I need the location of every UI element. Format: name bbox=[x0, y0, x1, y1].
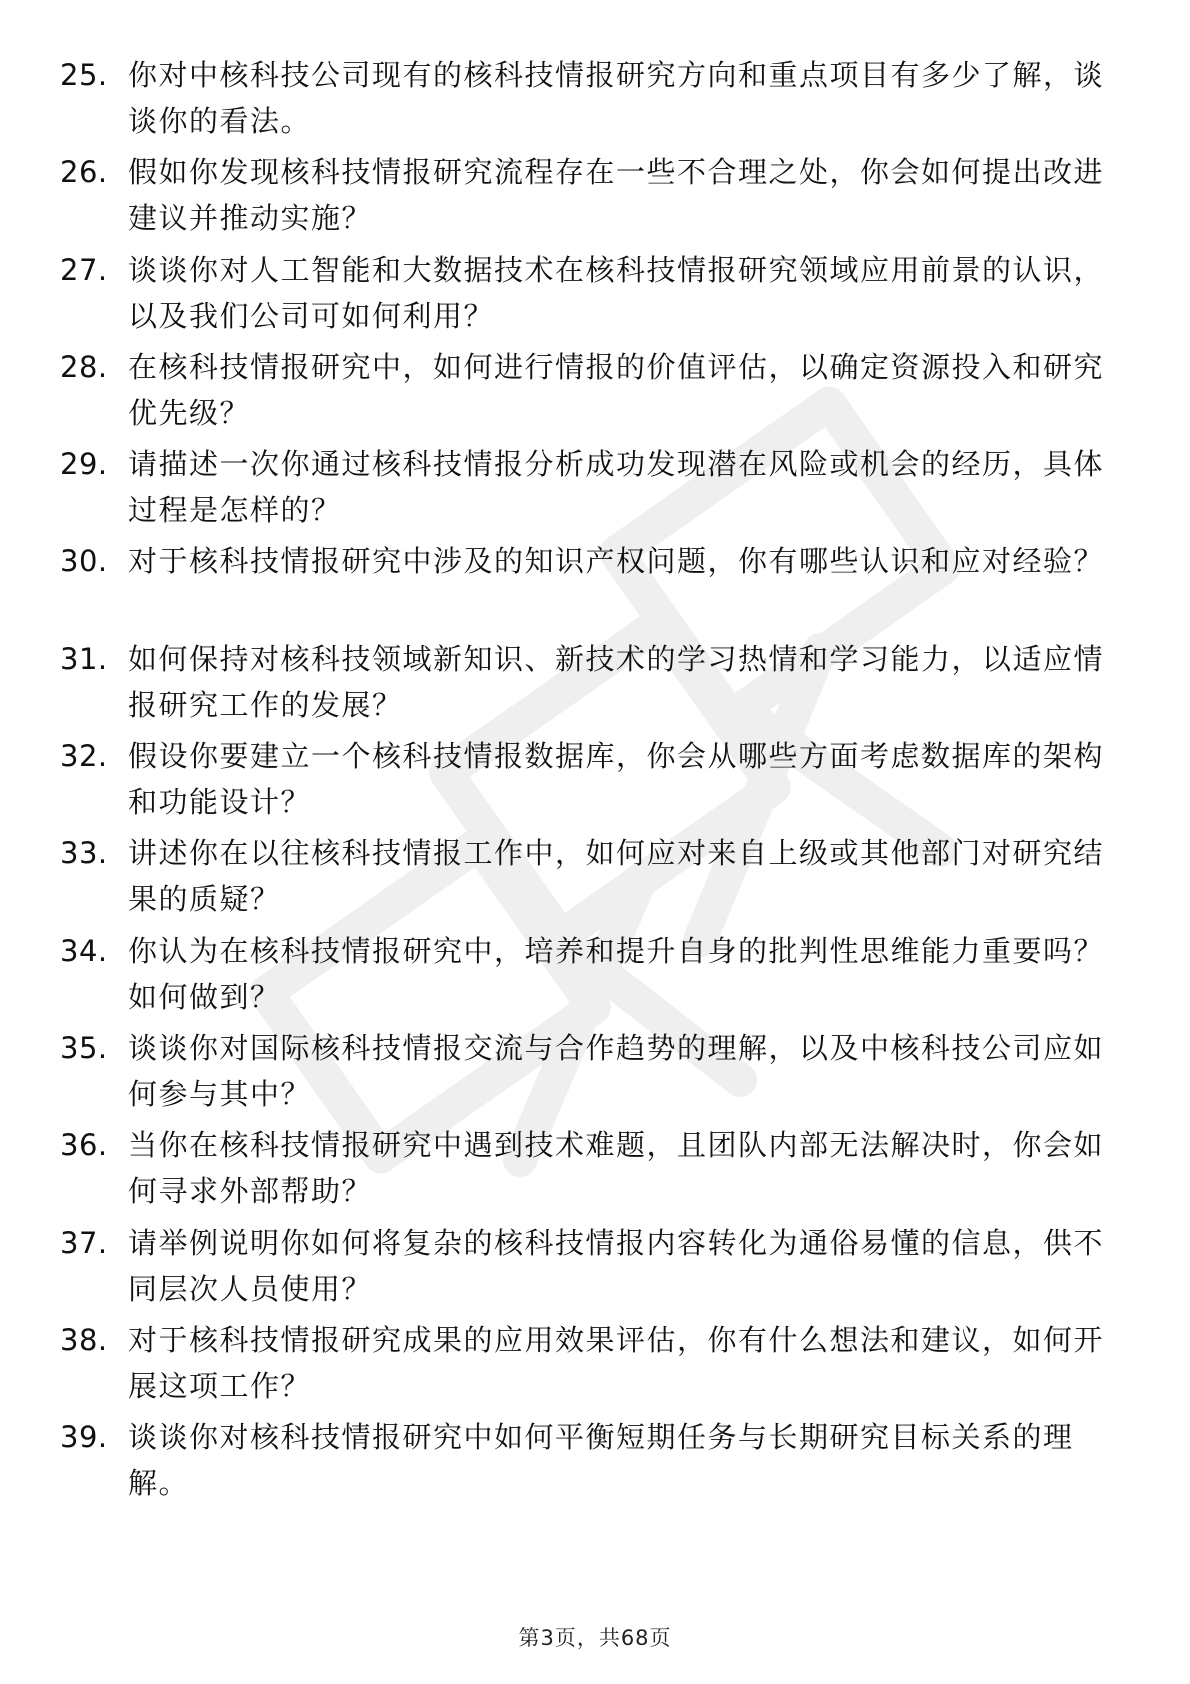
question-number: 25. bbox=[60, 58, 108, 92]
question-text: 在核科技情报研究中，如何进行情报的价值评估，以确定资源投入和研究优先级？ bbox=[128, 349, 1105, 430]
question-number: 33. bbox=[60, 836, 108, 871]
question-text: 谈谈你对核科技情报研究中如何平衡短期任务与长期研究目标关系的理解。 bbox=[128, 1420, 1074, 1501]
question-number: 38. bbox=[60, 1322, 108, 1357]
question-text: 假设你要建立一个核科技情报数据库，你会从哪些方面考虑数据库的架构和功能设计？ bbox=[128, 739, 1105, 820]
list-item bbox=[60, 830, 1120, 927]
list-item bbox=[60, 247, 1120, 344]
list-item bbox=[60, 1122, 1120, 1219]
question-text: 如何保持对核科技领域新知识、新技术的学习热情和学习能力，以适应情报研究工作的发展？ bbox=[128, 641, 1105, 722]
question-text: 请举例说明你如何将复杂的核科技情报内容转化为通俗易懂的信息，供不同层次人员使用？ bbox=[128, 1225, 1105, 1306]
list-item bbox=[60, 149, 1120, 246]
list-item bbox=[60, 928, 1120, 1025]
question-number: 28. bbox=[60, 349, 108, 384]
question-number: 35. bbox=[60, 1030, 108, 1065]
question-number: 36. bbox=[60, 1128, 108, 1163]
question-number: 30. bbox=[60, 544, 108, 579]
question-number: 29. bbox=[60, 447, 108, 482]
question-number: 31. bbox=[60, 641, 108, 676]
list-item bbox=[60, 1025, 1120, 1122]
question-number: 39. bbox=[60, 1420, 108, 1455]
question-text: 请描述一次你通过核科技情报分析成功发现潜在风险或机会的经历，具体过程是怎样的？ bbox=[128, 447, 1105, 528]
question-text: 假如你发现核科技情报研究流程存在一些不合理之处，你会如何提出改进建议并推动实施？ bbox=[128, 155, 1105, 236]
question-text: 讲述你在以往核科技情报工作中，如何应对来自上级或其他部门对研究结果的质疑？ bbox=[128, 836, 1105, 917]
list-item bbox=[60, 1220, 1120, 1317]
question-text: 对于核科技情报研究成果的应用效果评估，你有什么想法和建议，如何开展这项工作？ bbox=[128, 1322, 1105, 1403]
list-item bbox=[60, 636, 1120, 733]
list-item bbox=[60, 344, 1120, 441]
question-number: 34. bbox=[60, 933, 108, 968]
question-text: 你认为在核科技情报研究中，培养和提升自身的批判性思维能力重要吗？如何做到？ bbox=[128, 933, 1105, 1014]
list-item bbox=[60, 733, 1120, 830]
list-item bbox=[60, 441, 1120, 538]
question-number: 37. bbox=[60, 1225, 108, 1260]
question-text: 谈谈你对国际核科技情报交流与合作趋势的理解，以及中核科技公司应如何参与其中？ bbox=[128, 1030, 1105, 1111]
list-item bbox=[60, 52, 1120, 149]
question-text: 对于核科技情报研究中涉及的知识产权问题，你有哪些认识和应对经验？ bbox=[128, 544, 1105, 579]
list-item bbox=[60, 538, 1120, 635]
list-item bbox=[60, 1414, 1120, 1511]
question-list bbox=[60, 52, 1120, 1511]
question-text: 你对中核科技公司现有的核科技情报研究方向和重点项目有多少了解，谈谈你的看法。 bbox=[128, 58, 1105, 138]
question-number: 32. bbox=[60, 739, 108, 774]
question-text: 谈谈你对人工智能和大数据技术在核科技情报研究领域应用前景的认识，以及我们公司可如何利用？ bbox=[128, 252, 1105, 333]
question-number: 26. bbox=[60, 155, 108, 190]
page-number-footer: 第3页，共68页 bbox=[518, 1626, 672, 1650]
question-text: 当你在核科技情报研究中遇到技术难题，且团队内部无法解决时，你会如何寻求外部帮助？ bbox=[128, 1128, 1105, 1209]
question-number: 27. bbox=[60, 252, 108, 287]
list-item bbox=[60, 1317, 1120, 1414]
